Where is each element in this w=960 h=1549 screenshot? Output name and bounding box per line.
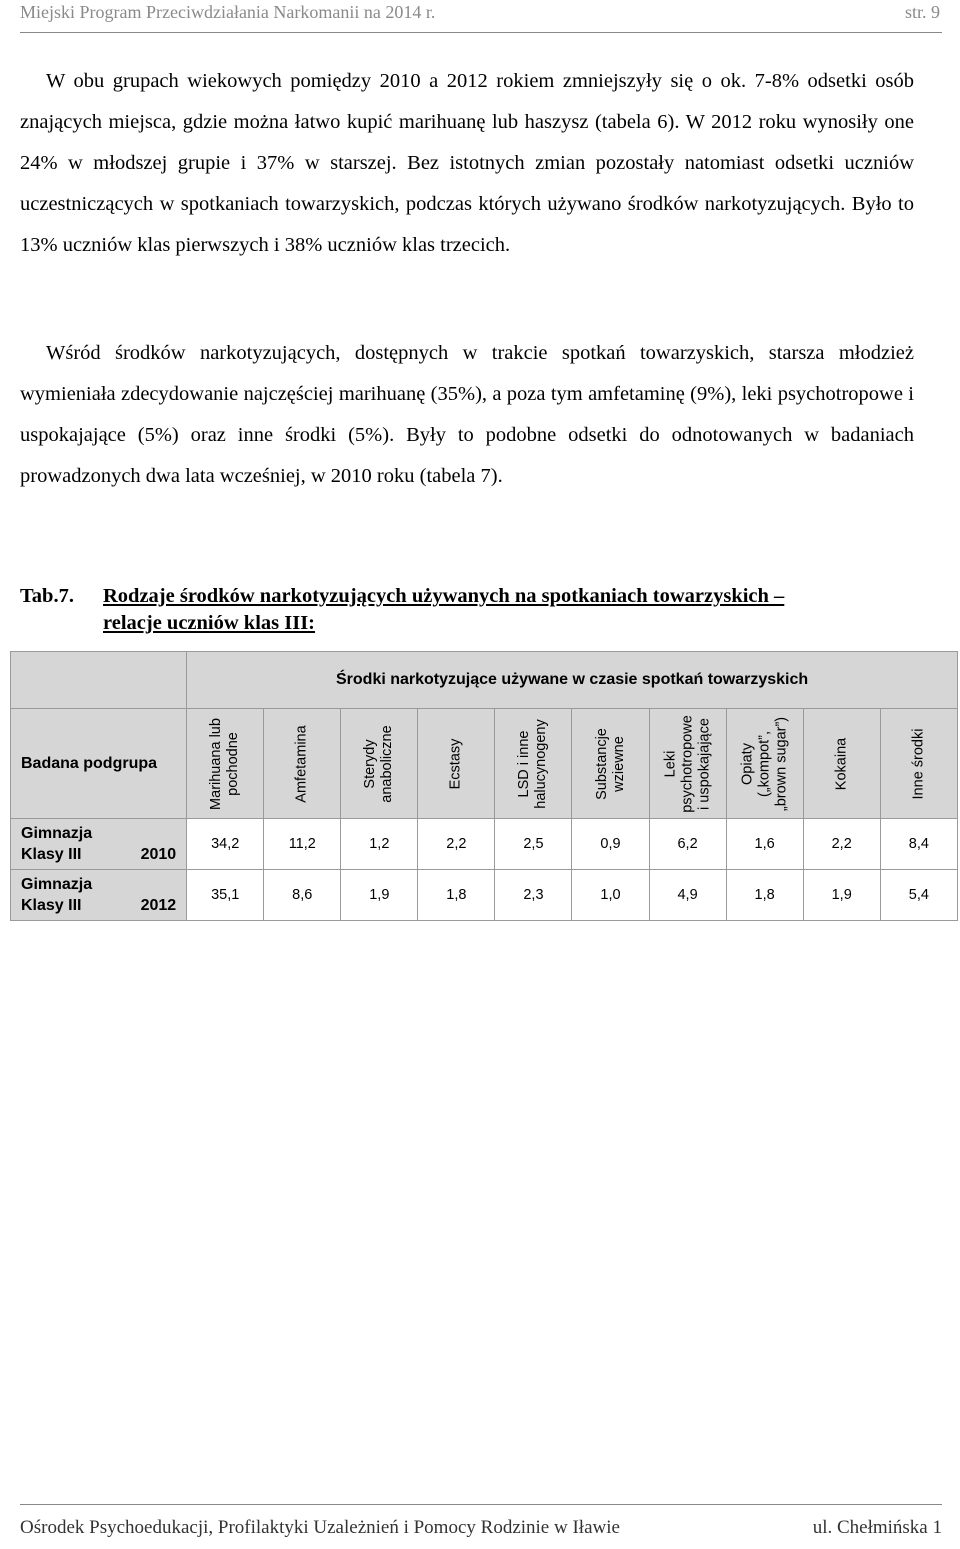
column-header-line: anaboliczne (379, 724, 396, 803)
column-header-line: Opiaty (739, 742, 756, 785)
column-header-label (362, 725, 396, 802)
row-label-school: Gimnazja (21, 825, 93, 842)
table-cell: 1,8 (418, 870, 495, 921)
column-header-label (448, 738, 465, 789)
column-header-line: pochodne (225, 731, 242, 796)
table-cell: 8,6 (264, 870, 341, 921)
column-header-label (833, 737, 850, 789)
table-cell: 2,5 (495, 819, 572, 870)
table-cell: 1,9 (803, 870, 880, 921)
column-header-line: Ecstasy (447, 738, 464, 789)
table-cell: 2,2 (803, 819, 880, 870)
column-header (572, 709, 649, 819)
table-cell: 5,4 (880, 870, 957, 921)
column-header (495, 709, 572, 819)
table-cell: 1,9 (341, 870, 418, 921)
table-cell: 8,4 (880, 819, 957, 870)
table-caption (20, 583, 920, 637)
column-header-line: Inne środki (910, 728, 927, 799)
table-caption-title: Rodzaje środków narkotyzujących używanych na spotkaniach towarzyskich – (103, 585, 785, 607)
table-cell: 0,9 (572, 819, 649, 870)
table-cell: 6,2 (649, 819, 726, 870)
footer-organization: Ośrodek Psychoedukacji, Profilaktyki Uzależnień i Pomocy Rodzinie w Iławie (20, 1517, 620, 1538)
page-header (20, 0, 942, 33)
table-cell: 34,2 (187, 819, 264, 870)
column-header (880, 709, 957, 819)
column-header-line: Kokaina (833, 737, 850, 790)
column-header-line: psychotropowe (679, 714, 696, 813)
column-header (726, 709, 803, 819)
column-header-line: Marihuana lub (208, 717, 225, 810)
column-header-label (294, 725, 311, 802)
column-header (187, 709, 264, 819)
table-cell: 1,0 (572, 870, 649, 921)
paragraph-1: W obu grupach wiekowych pomiędzy 2010 a 2012 rokiem zmniejszyły się o ok. 7-8% odsetki osób znających miejsca, gdzie można łatwo kupić marihuanę lub haszysz (tabela 6). W 2012 roku wynosiły one 24% w młodszej grupie i 37% w starszej. Bez istotnych zmian pozostały natomiast odsetki uczniów uczestniczących w spotkaniach towarzyskich, podczas których używano środków narkotyzujących. Było to 13% uczniów klas pierwszych i 38% uczniów klas trzecich. (20, 70, 914, 256)
table-caption-label: Tab.7. (20, 585, 74, 607)
column-header-label (208, 718, 242, 810)
column-header-line: LSD i inne (516, 730, 533, 797)
column-header-line: Leki (662, 750, 679, 777)
header-title: Miejski Program Przeciwdziałania Narkomanii na 2014 r. (20, 2, 436, 22)
drug-types-table (10, 651, 958, 921)
column-header-line: Sterydy (362, 738, 379, 789)
row-label (11, 870, 187, 921)
column-header (341, 709, 418, 819)
table-cell: 1,6 (726, 819, 803, 870)
table-cell: 4,9 (649, 870, 726, 921)
row-label-school: Gimnazja (21, 876, 93, 893)
table-caption-title-line2: relacje uczniów klas III: (103, 612, 316, 634)
paragraph-2: Wśród środków narkotyzujących, dostępnych w trakcie spotkań towarzyskich, starsza młodzież wymieniała zdecydowanie najczęściej marihuanę (35%), a poza tym amfetaminę (9%), leki psychotropowe i uspokajające (5%) oraz inne środki (5%). Były to podobne odsetki do odnotowanych w badaniach prowadzonych dwa lata wcześniej, w 2010 roku (tabela 7). (20, 342, 914, 487)
column-header (418, 709, 495, 819)
table-cell: 2,2 (418, 819, 495, 870)
page-number: str. 9 (904, 2, 940, 22)
row-header-title: Badana podgrupa (11, 709, 187, 819)
column-header-label (739, 716, 790, 810)
column-header-line: Amfetamina (293, 724, 310, 803)
column-header-line: („kompot”, (756, 730, 773, 797)
group-header: Środki narkotyzujące używane w czasie spotkań towarzyskich (187, 652, 958, 709)
column-header-label (594, 728, 628, 800)
column-header-label (910, 728, 927, 799)
table-cell: 2,3 (495, 870, 572, 921)
row-label (11, 819, 187, 870)
row-label-year: 2012 (140, 897, 177, 914)
column-header-line: Substancje (593, 727, 610, 800)
column-header-line: halucynogeny (533, 718, 550, 809)
page-footer (20, 1504, 942, 1549)
table-cell: 1,8 (726, 870, 803, 921)
column-header-line: „brown sugar”) (773, 716, 790, 811)
column-header-line: i uspokajające (696, 717, 713, 810)
table-cell: 11,2 (264, 819, 341, 870)
column-header (264, 709, 341, 819)
column-header-label (516, 719, 550, 809)
column-header (803, 709, 880, 819)
table-cell: 35,1 (187, 870, 264, 921)
footer-address: ul. Chełmińska 1 (812, 1517, 942, 1538)
row-label-class: Klasy III (21, 897, 82, 914)
table-cell: 1,2 (341, 819, 418, 870)
row-label-year: 2010 (140, 846, 177, 863)
column-header (649, 709, 726, 819)
column-header-label (662, 715, 713, 813)
row-label-class: Klasy III (21, 846, 82, 863)
column-header-line: wziewne (610, 735, 627, 792)
table-corner (11, 652, 187, 709)
